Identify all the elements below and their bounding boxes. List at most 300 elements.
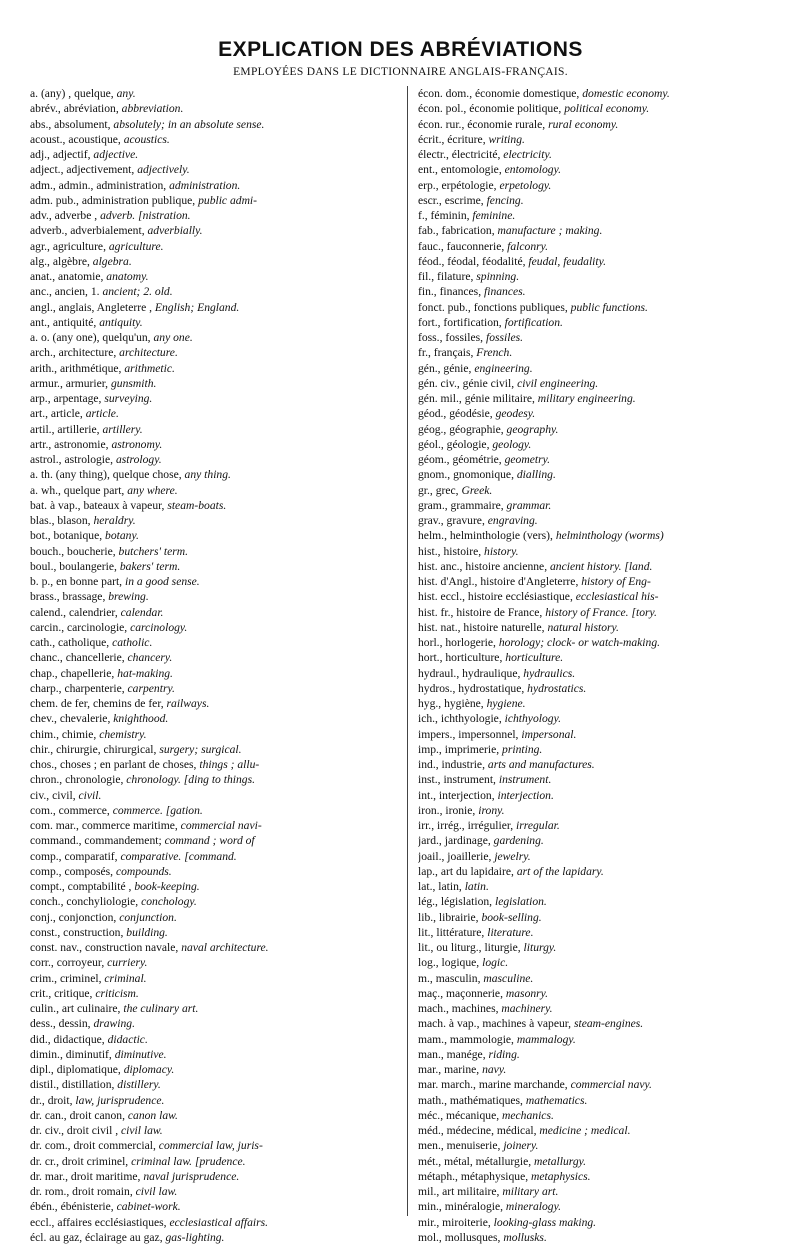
- abbreviation-french: civ., civil,: [30, 788, 79, 802]
- abbreviation-entry: [30, 1199, 398, 1214]
- abbreviation-english: mineralogy.: [505, 1200, 561, 1214]
- abbreviation-entry: [418, 528, 782, 543]
- abbreviation-english: geometry.: [504, 453, 551, 466]
- abbreviation-english: geodesy.: [495, 407, 536, 421]
- abbreviation-french: foss., fossiles,: [418, 331, 486, 344]
- abbreviation-entry: [418, 1032, 782, 1047]
- abbreviation-entry: [418, 544, 782, 559]
- abbreviation-english: grammar.: [506, 498, 552, 512]
- abbreviation-french: arith., arithmétique,: [30, 361, 125, 375]
- abbreviation-french: int., interjection,: [418, 788, 498, 802]
- abbreviation-english: liturgy.: [523, 941, 557, 954]
- abbreviation-french: grav., gravure,: [418, 514, 488, 527]
- abbreviation-english: literature.: [487, 925, 534, 939]
- abbreviation-entry: [30, 345, 398, 360]
- abbreviation-english: hygiene.: [486, 697, 526, 710]
- abbreviation-french: géod., géodésie,: [418, 407, 496, 421]
- abbreviation-english: diplomacy.: [123, 1063, 175, 1076]
- abbreviation-english: jewelry.: [494, 849, 531, 863]
- abbreviation-entry: [418, 1199, 782, 1214]
- abbreviation-french: man., manége,: [418, 1047, 489, 1061]
- abbreviation-entry: [30, 239, 398, 254]
- abbreviation-entry: [30, 1154, 398, 1169]
- abbreviation-french: conch., conchyliologie,: [30, 895, 142, 909]
- abbreviation-french: log., logique,: [418, 956, 483, 970]
- abbreviation-entry: [418, 208, 782, 223]
- page-subtitle: EMPLOYÉES DANS LE DICTIONNAIRE ANGLAIS-FRANÇAIS.: [233, 66, 568, 78]
- abbreviation-french: gén. civ., génie civil,: [418, 376, 518, 390]
- abbreviation-french: adj., adjectif,: [30, 148, 94, 161]
- abbreviation-french: chim., chimie,: [30, 727, 100, 741]
- abbreviation-french: boul., boulangerie,: [30, 559, 120, 573]
- abbreviation-english: ichthyology.: [504, 712, 561, 726]
- abbreviation-english: botany.: [105, 529, 139, 543]
- abbreviation-entry: [418, 422, 782, 437]
- abbreviation-english: adverb. [nistration.: [100, 209, 191, 222]
- abbreviation-english: engraving.: [487, 514, 538, 527]
- abbreviation-french: acoust., acoustique,: [30, 132, 124, 146]
- abbreviation-english: public functions.: [570, 300, 648, 314]
- abbreviation-french: angl., anglais, Angleterre ,: [30, 300, 155, 314]
- abbreviation-entry: [30, 162, 398, 177]
- abbreviation-english: masculine.: [483, 971, 534, 985]
- abbreviation-english: butchers' term.: [118, 544, 189, 558]
- abbreviation-entry: [30, 406, 398, 421]
- abbreviation-french: dipl., diplomatique,: [30, 1063, 124, 1076]
- abbreviation-entry: [30, 925, 398, 940]
- abbreviation-french: mét., métal, métallurgie,: [418, 1154, 535, 1168]
- abbreviation-entry: [418, 1123, 782, 1138]
- abbreviation-french: gram., grammaire,: [418, 498, 507, 512]
- abbreviation-french: com. mar., commerce maritime,: [30, 819, 181, 832]
- abbreviation-entry: [418, 681, 782, 696]
- abbreviation-french: blas., blason,: [30, 514, 94, 527]
- abbreviation-french: b. p., en bonne part,: [30, 575, 125, 588]
- abbreviation-french: mol., mollusques,: [418, 1230, 504, 1244]
- abbreviation-entry: [30, 86, 398, 101]
- abbreviation-english: finances.: [484, 285, 526, 299]
- abbreviation-entry: [30, 1138, 398, 1153]
- abbreviation-french: lat., latin,: [418, 880, 465, 893]
- abbreviation-entry: [30, 559, 398, 574]
- abbreviation-english: criticism.: [95, 986, 139, 1000]
- abbreviation-entry: [418, 345, 782, 360]
- abbreviation-entry: [418, 803, 782, 818]
- abbreviation-english: ecclesiastical affairs.: [169, 1215, 269, 1229]
- abbreviation-english: masonry.: [505, 986, 549, 1000]
- abbreviation-entry: [30, 940, 398, 955]
- abbreviation-entry: [418, 818, 782, 833]
- abbreviation-french: fr., français,: [418, 346, 477, 360]
- abbreviation-french: géol., géologie,: [418, 437, 493, 451]
- abbreviation-english: carpentry.: [127, 681, 175, 695]
- abbreviation-french: arp., arpentage,: [30, 392, 105, 405]
- abbreviation-entry: [30, 574, 398, 589]
- abbreviation-french: métaph., métaphysique,: [418, 1169, 532, 1183]
- abbreviation-entry: [418, 925, 782, 940]
- abbreviation-english: history of Eng-: [581, 575, 651, 588]
- abbreviation-french: mar., marine,: [418, 1063, 483, 1076]
- abbreviation-french: hist. fr., histoire de France,: [418, 605, 546, 619]
- abbreviation-english: catholic.: [112, 636, 153, 649]
- abbreviation-english: logic.: [482, 956, 509, 970]
- abbreviation-entry: [30, 117, 398, 132]
- abbreviation-entry: [418, 498, 782, 513]
- abbreviation-entry: [418, 467, 782, 482]
- abbreviation-english: horology; clock- or watch-making.: [498, 636, 661, 649]
- abbreviation-french: anat., anatomie,: [30, 270, 107, 283]
- abbreviation-entry: [418, 788, 782, 803]
- abbreviation-entry: [418, 711, 782, 726]
- abbreviation-english: fossiles.: [485, 331, 524, 344]
- abbreviation-english: domestic economy.: [582, 87, 670, 100]
- abbreviation-entry: [418, 162, 782, 177]
- abbreviation-english: abbreviation.: [121, 102, 184, 116]
- abbreviation-french: chap., chapellerie,: [30, 666, 118, 680]
- abbreviation-entry: [30, 101, 398, 116]
- abbreviation-english: agriculture.: [108, 239, 164, 253]
- abbreviation-english: legislation.: [494, 895, 547, 909]
- abbreviation-entry: [418, 696, 782, 711]
- abbreviation-english: naval architecture.: [181, 941, 269, 954]
- abbreviation-french: écon. dom., économie domestique,: [418, 87, 583, 100]
- abbreviation-english: civil.: [78, 788, 102, 802]
- abbreviation-english: commercial navi-: [180, 819, 262, 832]
- abbreviation-english: commercial navy.: [570, 1078, 652, 1092]
- abbreviation-english: brewing.: [108, 590, 149, 604]
- abbreviation-french: dess., dessin,: [30, 1017, 94, 1031]
- abbreviation-french: agr., agriculture,: [30, 239, 109, 253]
- abbreviation-french: fort., fortification,: [418, 315, 505, 329]
- abbreviation-french: méc., mécanique,: [418, 1108, 503, 1122]
- abbreviation-french: joail., joaillerie,: [418, 849, 495, 863]
- abbreviation-english: metallurgy.: [534, 1154, 587, 1168]
- abbreviation-entry: [418, 742, 782, 757]
- abbreviation-french: hist. anc., histoire ancienne,: [418, 559, 550, 573]
- abbreviation-french: gnom., gnomonique,: [418, 468, 517, 482]
- abbreviation-english: antiquity.: [99, 315, 143, 329]
- abbreviation-french: écon. pol., économie politique,: [418, 102, 565, 116]
- abbreviation-english: drawing.: [93, 1017, 136, 1031]
- abbreviation-english: political economy.: [564, 102, 650, 116]
- abbreviation-entry: [418, 315, 782, 330]
- abbreviation-entry: [30, 910, 398, 925]
- abbreviation-french: adject., adjectivement,: [30, 163, 138, 177]
- abbreviation-french: com., commerce,: [30, 803, 113, 817]
- abbreviation-french: fin., finances,: [418, 285, 484, 299]
- abbreviation-english: calendar.: [120, 605, 164, 619]
- abbreviation-english: cabinet-work.: [116, 1200, 181, 1214]
- abbreviation-entry: [30, 696, 398, 711]
- abbreviation-french: dimin., diminutif,: [30, 1047, 115, 1061]
- abbreviation-french: abs., absolument,: [30, 117, 114, 131]
- abbreviation-english: chancery.: [127, 651, 173, 665]
- abbreviation-english: mollusks.: [503, 1230, 547, 1244]
- abbreviation-english: military engineering.: [537, 392, 636, 405]
- abbreviation-french: fab., fabrication,: [418, 224, 498, 238]
- abbreviation-french: géog., géographie,: [418, 422, 507, 436]
- abbreviation-english: impersonal.: [521, 727, 577, 741]
- abbreviation-english: curriery.: [107, 956, 148, 970]
- page-title: EXPLICATION DES ABRÉVIATIONS: [218, 38, 583, 61]
- abbreviation-english: hydraulics.: [523, 666, 576, 680]
- abbreviation-french: chir., chirurgie, chirurgical,: [30, 742, 160, 756]
- abbreviation-entry: [30, 391, 398, 406]
- abbreviation-french: chem. de fer, chemins de fer,: [30, 697, 167, 710]
- abbreviation-french: ébén., ébénisterie,: [30, 1200, 117, 1214]
- abbreviation-french: distil., distillation,: [30, 1078, 118, 1092]
- abbreviation-entry: [30, 513, 398, 528]
- abbreviation-english: artillery.: [102, 422, 143, 436]
- abbreviation-french: adv., adverbe ,: [30, 209, 101, 222]
- abbreviation-french: dr., droit,: [30, 1093, 76, 1107]
- abbreviation-english: irony.: [478, 803, 505, 817]
- abbreviation-english: mathematics.: [525, 1093, 588, 1107]
- abbreviation-entry: [418, 483, 782, 498]
- abbreviation-french: calend., calendrier,: [30, 605, 121, 619]
- abbreviation-entry: [418, 589, 782, 604]
- abbreviation-french: féod., féodal, féodalité,: [418, 254, 529, 268]
- abbreviation-english: natural history.: [547, 620, 619, 634]
- abbreviation-entry: [418, 178, 782, 193]
- abbreviation-english: rural economy.: [548, 117, 619, 131]
- abbreviation-french: ind., industrie,: [418, 758, 488, 771]
- abbreviation-english: irregular.: [516, 819, 560, 832]
- abbreviation-french: brass., brassage,: [30, 590, 109, 604]
- abbreviation-entry: [418, 1108, 782, 1123]
- abbreviation-entry: [30, 635, 398, 650]
- abbreviation-french: a. wh., quelque part,: [30, 483, 128, 497]
- abbreviation-entry: [418, 330, 782, 345]
- abbreviation-french: dr. rom., droit romain,: [30, 1185, 136, 1198]
- abbreviation-entry: [30, 483, 398, 498]
- abbreviation-english: hydrostatics.: [527, 681, 587, 695]
- abbreviation-french: const. nav., construction navale,: [30, 941, 182, 954]
- abbreviation-french: ich., ichthyologie,: [418, 712, 505, 726]
- abbreviation-english: geography.: [506, 422, 559, 436]
- abbreviation-english: astrology.: [115, 453, 162, 466]
- abbreviation-french: comp., comparatif,: [30, 849, 121, 863]
- abbreviation-entry: [30, 681, 398, 696]
- abbreviation-entry: [30, 1077, 398, 1092]
- abbreviation-english: horticulture.: [505, 651, 564, 665]
- abbreviation-french: anc., ancien, 1.: [30, 285, 103, 299]
- abbreviation-entry: [30, 772, 398, 787]
- abbreviation-entry: [418, 1230, 782, 1245]
- abbreviation-french: géom., géométrie,: [418, 453, 505, 466]
- abbreviation-entry: [30, 330, 398, 345]
- abbreviation-english: machinery.: [501, 1002, 553, 1015]
- abbreviation-french: dr. cr., droit criminel,: [30, 1154, 132, 1168]
- abbreviation-english: criminal law. [prudence.: [131, 1154, 246, 1168]
- abbreviation-entry: [418, 1016, 782, 1031]
- abbreviation-entry: [418, 605, 782, 620]
- abbreviation-entry: [418, 147, 782, 162]
- abbreviation-english: any.: [116, 87, 136, 100]
- abbreviation-entry: [418, 437, 782, 452]
- abbreviation-entry: [418, 1001, 782, 1016]
- abbreviation-entry: [30, 589, 398, 604]
- abbreviation-entry: [30, 528, 398, 543]
- abbreviation-entry: [418, 1215, 782, 1230]
- abbreviation-entry: [418, 971, 782, 986]
- abbreviation-english: absolutely; in an absolute sense.: [113, 117, 265, 131]
- abbreviation-french: crit., critique,: [30, 986, 96, 1000]
- abbreviation-english: hat-making.: [117, 666, 173, 680]
- abbreviation-english: knighthood.: [113, 712, 169, 726]
- abbreviation-english: astronomy.: [111, 437, 163, 451]
- abbreviation-english: ancient history. [land.: [550, 559, 653, 573]
- abbreviation-french: mach. à vap., machines à vapeur,: [418, 1017, 574, 1031]
- abbreviation-french: électr., électricité,: [418, 148, 504, 161]
- abbreviation-french: mach., machines,: [418, 1002, 502, 1015]
- abbreviation-english: adverbially.: [147, 224, 203, 238]
- abbreviation-entry: [418, 513, 782, 528]
- abbreviation-entry: [418, 452, 782, 467]
- abbreviation-english: navy.: [482, 1063, 507, 1076]
- abbreviation-french: artil., artillerie,: [30, 422, 103, 436]
- abbreviation-french: ent., entomologie,: [418, 163, 505, 177]
- abbreviation-entry: [418, 772, 782, 787]
- abbreviation-french: compt., comptabilité ,: [30, 880, 135, 893]
- abbreviation-french: hist., histoire,: [418, 544, 485, 558]
- abbreviation-french: bat. à vap., bateaux à vapeur,: [30, 498, 168, 512]
- abbreviation-french: adm. pub., administration publique,: [30, 193, 199, 207]
- left-column: [30, 86, 398, 1245]
- abbreviation-french: chev., chevalerie,: [30, 712, 114, 726]
- abbreviation-entry: [418, 666, 782, 681]
- abbreviation-english: didactic.: [107, 1032, 148, 1046]
- abbreviation-entry: [418, 132, 782, 147]
- abbreviation-entry: [418, 1138, 782, 1153]
- abbreviation-english: comparative. [command.: [120, 849, 237, 863]
- abbreviation-entry: [30, 315, 398, 330]
- abbreviation-french: hort., horticulture,: [418, 651, 506, 665]
- abbreviation-english: gardening.: [493, 834, 544, 848]
- abbreviation-entry: [418, 574, 782, 589]
- abbreviation-entry: [30, 208, 398, 223]
- abbreviation-entry: [30, 727, 398, 742]
- abbreviation-french: art., article,: [30, 407, 86, 421]
- abbreviation-french: alg., algèbre,: [30, 254, 93, 268]
- abbreviation-french: adverb., adverbialement,: [30, 224, 148, 238]
- abbreviation-french: chanc., chancellerie,: [30, 651, 128, 665]
- abbreviation-entry: [418, 1184, 782, 1199]
- abbreviation-french: corr., corroyeur,: [30, 956, 108, 970]
- abbreviation-french: armur., armurier,: [30, 376, 111, 390]
- abbreviation-english: conjunction.: [119, 910, 177, 924]
- abbreviation-french: min., minéralogie,: [418, 1200, 506, 1214]
- abbreviation-english: chronology. [ding to things.: [126, 773, 255, 787]
- abbreviation-english: steam-engines.: [573, 1017, 644, 1031]
- abbreviation-english: civil engineering.: [517, 376, 599, 390]
- abbreviation-entry: [30, 742, 398, 757]
- abbreviation-french: abrév., abréviation,: [30, 102, 122, 116]
- abbreviation-entry: [418, 361, 782, 376]
- abbreviation-french: cath., catholique,: [30, 636, 113, 649]
- abbreviation-english: electricity.: [503, 148, 552, 161]
- abbreviation-entry: [418, 1062, 782, 1077]
- abbreviation-english: any one.: [153, 331, 193, 344]
- abbreviation-entry: [418, 1077, 782, 1092]
- abbreviation-english: arts and manufactures.: [487, 758, 595, 771]
- abbreviation-english: gas-lighting.: [165, 1230, 225, 1244]
- abbreviation-english: dialling.: [516, 468, 556, 482]
- abbreviation-english: history.: [484, 544, 519, 558]
- abbreviation-english: conchology.: [141, 895, 197, 909]
- abbreviation-english: entomology.: [504, 163, 561, 177]
- abbreviation-entry: [418, 376, 782, 391]
- abbreviation-entry: [30, 757, 398, 772]
- abbreviation-french: command., commandement;: [30, 834, 165, 848]
- abbreviation-english: book-keeping.: [134, 880, 200, 893]
- abbreviation-french: math., mathématiques,: [418, 1093, 526, 1107]
- abbreviation-english: geology.: [492, 437, 532, 451]
- abbreviation-french: dr. civ., droit civil ,: [30, 1124, 122, 1137]
- abbreviation-entry: [30, 376, 398, 391]
- abbreviation-english: carcinology.: [130, 620, 188, 634]
- abbreviation-english: things ; allu-: [199, 758, 260, 771]
- abbreviation-entry: [30, 498, 398, 513]
- abbreviation-entry: [30, 864, 398, 879]
- abbreviation-english: printing.: [502, 742, 543, 756]
- abbreviation-entry: [30, 1169, 398, 1184]
- abbreviation-entry: [30, 605, 398, 620]
- abbreviation-french: hist. nat., histoire naturelle,: [418, 620, 548, 634]
- abbreviation-entry: [30, 971, 398, 986]
- abbreviation-entry: [30, 254, 398, 269]
- abbreviation-english: looking-glass making.: [493, 1215, 597, 1229]
- abbreviation-french: astrol., astrologie,: [30, 453, 116, 466]
- abbreviation-english: civil law.: [121, 1124, 163, 1137]
- abbreviation-french: inst., instrument,: [418, 773, 499, 787]
- abbreviation-french: ant., antiquité,: [30, 315, 100, 329]
- abbreviation-french: did., didactique,: [30, 1032, 108, 1046]
- abbreviation-french: iron., ironie,: [418, 803, 479, 817]
- abbreviation-french: a. o. (any one), quelqu'un,: [30, 331, 154, 344]
- abbreviation-english: commercial law, juris-: [158, 1139, 263, 1153]
- abbreviation-entry: [30, 1215, 398, 1230]
- abbreviation-french: horl., horlogerie,: [418, 636, 499, 649]
- abbreviation-english: feudal, feudality.: [528, 254, 607, 268]
- abbreviation-french: dr. can., droit canon,: [30, 1108, 128, 1122]
- abbreviation-french: méd., médecine, médical,: [418, 1124, 540, 1137]
- abbreviation-french: écl. au gaz, éclairage au gaz,: [30, 1230, 166, 1244]
- abbreviation-french: carcin., carcinologie,: [30, 620, 131, 634]
- abbreviation-english: Greek.: [461, 483, 493, 497]
- abbreviation-french: fil., filature,: [418, 270, 477, 283]
- abbreviation-entry: [30, 1184, 398, 1199]
- abbreviation-english: feminine.: [472, 209, 516, 222]
- abbreviation-french: lit., littérature,: [418, 925, 488, 939]
- abbreviation-french: mar. march., marine marchande,: [418, 1078, 571, 1092]
- abbreviation-french: crim., criminel,: [30, 971, 105, 985]
- abbreviation-english: commerce. [gation.: [112, 803, 203, 817]
- abbreviation-entry: [30, 879, 398, 894]
- abbreviation-english: any thing.: [184, 468, 231, 482]
- abbreviation-entry: [418, 1169, 782, 1184]
- abbreviation-french: charp., charpenterie,: [30, 681, 128, 695]
- abbreviation-entry: [30, 986, 398, 1001]
- abbreviation-french: lég., législation,: [418, 895, 495, 909]
- abbreviation-entry: [30, 666, 398, 681]
- abbreviation-english: canon law.: [127, 1108, 178, 1122]
- abbreviation-entry: [30, 467, 398, 482]
- abbreviation-english: military art.: [502, 1185, 559, 1198]
- abbreviation-english: heraldry.: [93, 514, 136, 527]
- abbreviation-english: surveying.: [104, 392, 153, 405]
- abbreviation-english: medicine ; medical.: [539, 1124, 631, 1137]
